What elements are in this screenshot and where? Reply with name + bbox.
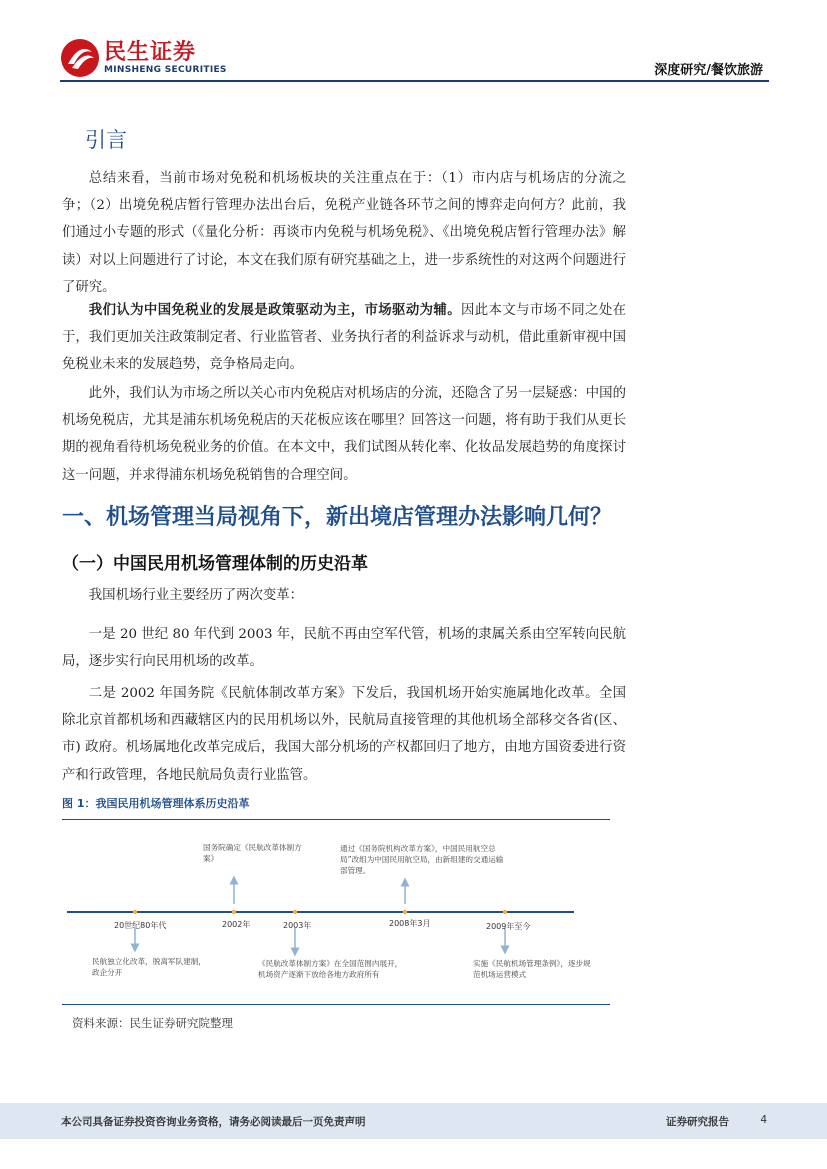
timeline-dot-2003 [293,910,297,914]
page-number: 4 [760,1114,767,1126]
timeline-note-2003: 《民航改革体制方案》在全国范围内展开，机场资产逐渐下放给各地方政府所有 [258,959,403,979]
footer-report-type: 证券研究报告 [666,1116,729,1128]
page-footer [0,1103,827,1139]
section-heading: 一、机场管理当局视角下，新出境店管理办法影响几何？ [62,504,613,530]
logo-chinese: 民生证券 [104,39,197,65]
intro-paragraph-2-rest: 因此本文与市场不同之处在于，我们更加关注政策制定者、行业监管者、业务执行者的利益诉求与动机，借此重新审视中国免税业未来的发展趋势，竞争格局走向。 [62,303,627,373]
footer-disclaimer: 本公司具备证券投资咨询业务资格，请务必阅读最后一页免责声明 [61,1116,366,1128]
section-paragraph-1: 我国机场行业主要经历了两次变革： [88,588,304,603]
timeline-dot-2008 [403,910,407,914]
logo-english: MINSHENG SECURITIES [104,64,227,75]
report-category: 深度研究/餐饮旅游 [654,63,763,78]
figure-bottom-rule [62,1004,610,1005]
company-logo [60,38,227,78]
intro-paragraph-1: 总结来看，当前市场对免税和机场板块的关注重点在于：（1）市内店与机场店的分流之争；（2）出境免税店暂行管理办法出台后，免税产业链各环节之间的博弈走向何方？此前，我们通过小专题的形式（《量化分析：再谈市内免税与机场免税》、《出境免税店暂行管理办法》解读）对以上问题进行了讨论，本文在我们原有研究基础之上，进一步系统性的对这两个问题进行了研究。 [62,171,626,295]
timeline-year-2008: 2008年3月 [389,919,431,928]
subsection-heading: （一）中国民用机场管理体制的历史沿革 [62,554,368,574]
minsheng-logo-icon [60,38,100,78]
timeline-note-2008: 通过《国务院机构改革方案》，中国民用航空总局”改组为中国民用航空局，由新组建的交通运输部管理。 [340,844,504,875]
intro-paragraph-2 [62,297,626,379]
timeline-note-2009: 实施《民航机场管理条例》，逐步规范机场运营模式 [473,959,591,979]
page-header [0,0,827,90]
intro-heading: 引言 [85,128,127,152]
timeline-year-2009: 2009年至今 [486,922,531,931]
timeline-year-2003: 2003年 [283,921,312,930]
header-divider [60,80,769,82]
figure-title: 图 1：我国民用机场管理体系历史沿革 [62,797,250,810]
timeline-dot-1980s [133,910,137,914]
timeline-note-2002: 国务院确定《民航改革体制方案》 [203,843,302,863]
timeline-dot-2009 [503,910,507,914]
section-paragraph-3: 二是 2002 年国务院《民航体制改革方案》下发后，我国机场开始实施属地化改革。全国除北京首都机场和西藏辖区内的民用机场以外，民航局直接管理的其他机场全部移交各省(区、市) 政府。机场属地化改革完成后，我国大部分机场的产权都回归了地方，由地方国资委进行资产和行政管理，各地民航局负责行业监管。 [62,686,626,783]
intro-paragraph-3: 此外，我们认为市场之所以关心市内免税店对机场店的分流，还隐含了另一层疑惑：中国的机场免税店，尤其是浦东机场免税店的天花板应该在哪里？回答这一问题，将有助于我们从更长期的视角看待机场免税业务的价值。在本文中，我们试图从转化率、化妆品发展趋势的角度探讨这一问题，并求得浦东机场免税销售的合理空间。 [62,386,626,483]
section-paragraph-2: 一是 20 世纪 80 年代到 2003 年，民航不再由空军代管，机场的隶属关系由空军转向民航局，逐步实行向民用机场的改革。 [62,627,626,670]
figure-source: 资料来源：民生证券研究院整理 [72,1016,233,1030]
timeline-year-1980s: 20世纪80年代 [114,921,167,930]
timeline-year-2002: 2002年 [222,920,251,929]
intro-paragraph-2-bold: 我们认为中国免税业的发展是政策驱动为主，市场驱动为辅。 [88,302,461,318]
timeline-dot-2002 [232,910,236,914]
timeline-note-1980s: 民航独立化改革，脱离军队建制，政企分开 [92,957,206,977]
figure-top-rule [62,819,610,820]
